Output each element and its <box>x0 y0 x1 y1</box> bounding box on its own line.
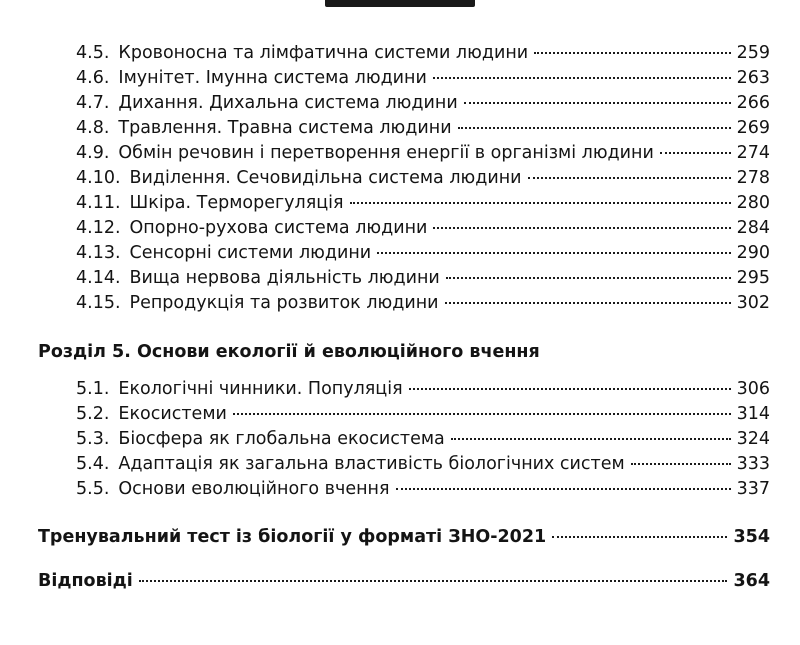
toc-entry-title: Виділення. Сечовидільна система людини <box>129 168 522 188</box>
dot-leader <box>409 388 731 390</box>
toc-entry[interactable] <box>76 241 770 265</box>
toc-entry-title: Екосистеми <box>118 404 227 424</box>
toc-entry-page: 324 <box>736 429 770 449</box>
cropped-header-fragment <box>325 0 475 7</box>
toc-entry[interactable] <box>76 216 770 240</box>
toc-entry-title: Основи еволюційного вчення <box>118 479 390 499</box>
toc-entry-number: 5.4. <box>76 454 110 474</box>
dot-leader <box>631 463 731 465</box>
toc-entry[interactable] <box>76 266 770 290</box>
toc-entry-title: Адаптація як загальна властивість біологічних систем <box>118 454 625 474</box>
toc-entry-number: 4.8. <box>76 118 110 138</box>
toc-entry-page: 354 <box>733 527 770 547</box>
toc-entry-title: Дихання. Дихальна система людини <box>118 93 458 113</box>
toc-entry-page: 284 <box>736 218 770 238</box>
toc-entry-title: Тренувальний тест із біології у форматі ЗНО-2021 <box>38 527 547 547</box>
toc-entry-number: 4.14. <box>76 268 121 288</box>
toc-entry-title: Імунітет. Імунна система людини <box>118 68 427 88</box>
toc-entry-title: Травлення. Травна система людини <box>118 118 452 138</box>
toc-entry-title: Сенсорні системи людини <box>129 243 372 263</box>
dot-leader <box>433 77 731 79</box>
dot-leader <box>396 488 731 490</box>
toc-entry[interactable] <box>76 477 770 501</box>
toc-entry-page: 269 <box>736 118 770 138</box>
toc-entry-title: Опорно-рухова система людини <box>129 218 428 238</box>
dot-leader <box>433 227 730 229</box>
toc-entry-number: 4.7. <box>76 93 110 113</box>
toc-entry-page: 337 <box>736 479 770 499</box>
toc-entry-page: 278 <box>736 168 770 188</box>
toc-entry-page: 364 <box>733 571 770 591</box>
toc-entry-title: Обмін речовин і перетворення енергії в організмі людини <box>118 143 654 163</box>
toc-entry-practice-test[interactable] <box>38 525 770 549</box>
toc-entry-page: 295 <box>736 268 770 288</box>
dot-leader <box>233 413 731 415</box>
toc-entry[interactable] <box>76 402 770 426</box>
toc-entry-number: 4.13. <box>76 243 121 263</box>
toc-entry-title: Шкіра. Терморегуляція <box>129 193 344 213</box>
toc-entry-title: Екологічні чинники. Популяція <box>118 379 403 399</box>
dot-leader <box>350 202 731 204</box>
toc-entry[interactable] <box>76 427 770 451</box>
toc-entry[interactable] <box>76 116 770 140</box>
toc-entry-page: 259 <box>736 43 770 63</box>
toc-entry-page: 280 <box>736 193 770 213</box>
toc-entry-page: 314 <box>736 404 770 424</box>
toc-entry-answers[interactable] <box>38 569 770 593</box>
toc-entry-number: 4.10. <box>76 168 121 188</box>
toc-entry-title: Репродукція та розвиток людини <box>129 293 439 313</box>
toc-entry-number: 4.6. <box>76 68 110 88</box>
toc-entry-page: 290 <box>736 243 770 263</box>
toc-entry-number: 5.1. <box>76 379 110 399</box>
toc-entry-number: 4.15. <box>76 293 121 313</box>
dot-leader <box>139 580 728 582</box>
dot-leader <box>377 252 730 254</box>
toc-entry-page: 274 <box>736 143 770 163</box>
dot-leader <box>528 177 731 179</box>
toc-entry-page: 306 <box>736 379 770 399</box>
toc-entry[interactable] <box>76 166 770 190</box>
toc-entry-title: Відповіді <box>38 571 133 591</box>
dot-leader <box>458 127 731 129</box>
toc-entry-number: 4.5. <box>76 43 110 63</box>
dot-leader <box>464 102 731 104</box>
toc-entry-page: 266 <box>736 93 770 113</box>
toc-entry[interactable] <box>76 91 770 115</box>
toc-entry-number: 4.12. <box>76 218 121 238</box>
toc-entry[interactable] <box>76 377 770 401</box>
toc-entry[interactable] <box>76 191 770 215</box>
dot-leader <box>446 277 731 279</box>
toc-entry-number: 4.9. <box>76 143 110 163</box>
toc-entry[interactable] <box>76 66 770 90</box>
toc-entry-number: 4.11. <box>76 193 121 213</box>
toc-entry[interactable] <box>76 141 770 165</box>
toc-entry-title: Біосфера як глобальна екосистема <box>118 429 445 449</box>
dot-leader <box>445 302 731 304</box>
dot-leader <box>552 536 727 538</box>
toc-entry-page: 263 <box>736 68 770 88</box>
dot-leader <box>451 438 731 440</box>
toc-entry-number: 5.2. <box>76 404 110 424</box>
dot-leader <box>660 152 731 154</box>
toc-entry-title: Вища нервова діяльність людини <box>129 268 440 288</box>
toc-entry-title: Кровоносна та лімфатична системи людини <box>118 43 529 63</box>
toc-entry[interactable] <box>76 452 770 476</box>
toc-entry[interactable] <box>76 41 770 65</box>
dot-leader <box>534 52 730 54</box>
toc-entry-number: 5.3. <box>76 429 110 449</box>
section-heading[interactable]: Розділ 5. Основи екології й еволюційного вчення <box>38 342 540 362</box>
toc-entry-number: 5.5. <box>76 479 110 499</box>
toc-entry[interactable] <box>76 291 770 315</box>
toc-entry-page: 333 <box>736 454 770 474</box>
toc-entry-page: 302 <box>736 293 770 313</box>
